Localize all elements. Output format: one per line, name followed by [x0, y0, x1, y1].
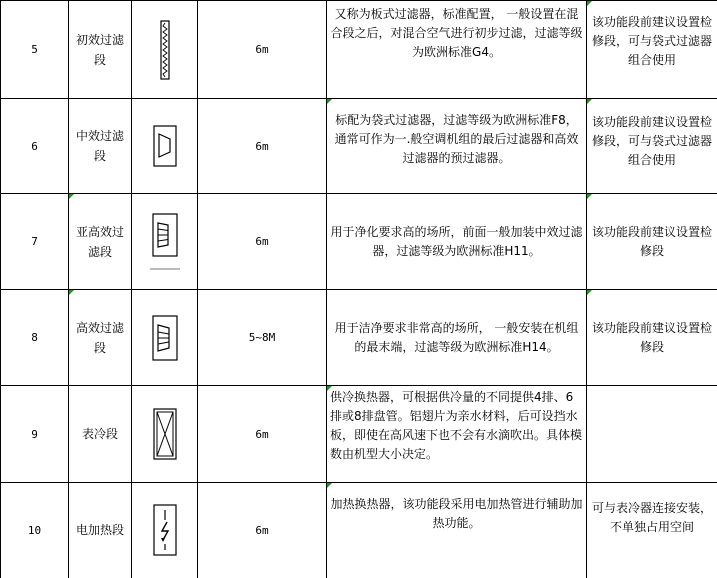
section-size: 6m: [198, 99, 327, 194]
section-note-text: 该功能段前建议设置检修段，可与袋式过滤器组合使用: [592, 15, 712, 67]
comment-marker: [327, 483, 332, 488]
row-number: 5: [1, 1, 69, 99]
section-name-text: 亚高效过滤段: [76, 225, 124, 259]
table-row: [1, 386, 717, 483]
section-size: 6m: [198, 483, 327, 578]
hepa-filter-icon: [151, 314, 179, 362]
section-note: [587, 386, 717, 483]
comment-marker: [587, 1, 592, 6]
table-row: [1, 194, 717, 290]
row-number: 9: [1, 386, 69, 483]
section-size: 6m: [198, 386, 327, 483]
section-size: 5~8M: [198, 290, 327, 386]
section-description: [327, 99, 587, 194]
section-name: [69, 194, 132, 290]
section-description: 用于净化要求高的场所，前面一般加装中效过滤器，过滤等级为欧洲标准H11。: [327, 194, 587, 290]
table-row: [1, 1, 717, 99]
comment-marker: [587, 194, 592, 199]
section-name-text: 高效过滤段: [76, 321, 124, 355]
section-note: [587, 99, 717, 194]
section-name: 中效过滤段: [69, 99, 132, 194]
row-number: 7: [1, 194, 69, 290]
section-description: 又称为板式过滤器，标准配置， 一般设置在混合段之后，对混合空气进行初步过滤，过滤等级为欧洲标准G4。: [327, 1, 587, 99]
section-note-text: 该功能段前建议设置检修段: [592, 321, 712, 354]
panel-filter-icon: [158, 20, 172, 80]
section-note-text: 该功能段前建议设置检修段: [592, 225, 712, 258]
bag-filter-icon: [153, 125, 177, 167]
section-diagram: [132, 1, 198, 99]
section-size: 6m: [198, 194, 327, 290]
comment-marker: [587, 290, 592, 295]
sub-hepa-filter-icon: [150, 211, 180, 273]
section-description-text: 供冷换热器，可根据供冷量的不同提供4排、6排或8排盘管。铝翅片为亲水材料，后可设挡水板，即使在高风速下也不会有水滴吹出。具体模数由机型大小决定。: [330, 390, 582, 461]
section-name: 初效过滤段: [69, 1, 132, 99]
section-name: 电加热段: [69, 483, 132, 578]
table-row: [1, 290, 717, 386]
comment-marker: [69, 290, 74, 295]
section-diagram: [132, 194, 198, 290]
section-description: [327, 386, 587, 483]
section-note: [587, 1, 717, 99]
section-name: 表冷段: [69, 386, 132, 483]
comment-marker: [587, 99, 592, 104]
section-note: 可与表冷器连接安装，不单独占用空间: [587, 483, 717, 578]
comment-marker: [69, 194, 74, 199]
section-description-text: 加热换热器，该功能段采用电加热管进行辅助加热功能。: [330, 497, 582, 530]
cooling-coil-icon: [153, 408, 177, 460]
section-diagram: [132, 99, 198, 194]
section-description-text: 标配为袋式过滤器，过滤等级为欧洲标准F8，通常可作为一.般空调机组的最后过滤器和高效过滤器的预过滤器。: [335, 113, 579, 165]
row-number: 8: [1, 290, 69, 386]
section-description: [327, 483, 587, 578]
section-size: 6m: [198, 1, 327, 99]
comment-marker: [327, 386, 332, 391]
table-row: [1, 99, 717, 194]
section-note: [587, 194, 717, 290]
section-note: [587, 290, 717, 386]
comment-marker: [327, 99, 332, 104]
section-diagram: [132, 483, 198, 578]
row-number: 6: [1, 99, 69, 194]
row-number: 10: [1, 483, 69, 578]
electric-heater-icon: [153, 504, 177, 556]
section-diagram: [132, 386, 198, 483]
section-description: 用于洁净要求非常高的场所， 一般安装在机组的最末端，过滤等级为欧洲标准H14。: [327, 290, 587, 386]
table-row: [1, 483, 717, 578]
section-note-text: 该功能段前建议设置检修段，可与袋式过滤器组合使用: [592, 115, 712, 167]
section-diagram: [132, 290, 198, 386]
section-name: [69, 290, 132, 386]
